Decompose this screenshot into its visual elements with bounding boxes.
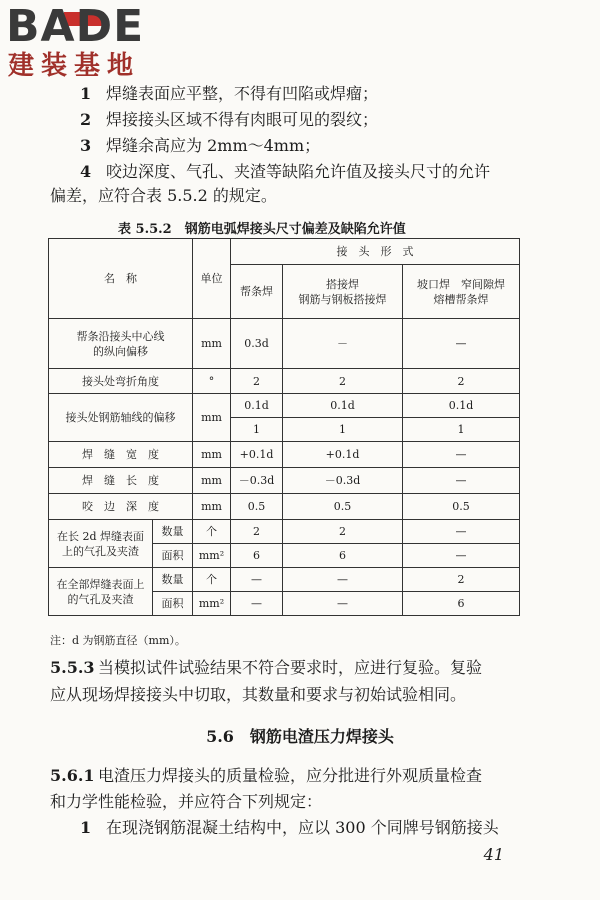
list-item xyxy=(80,82,378,106)
row-name: 帮条沿接头中心线 的纵向偏移 xyxy=(49,319,193,369)
cell: － xyxy=(283,319,403,369)
row-unit: 个 xyxy=(193,520,231,544)
cell: 1 xyxy=(403,418,520,442)
row-name: 咬 边 深 度 xyxy=(49,494,193,520)
row-name: 焊 缝 长 度 xyxy=(49,468,193,494)
row-unit: mm xyxy=(193,468,231,494)
cell: 2 xyxy=(231,369,283,394)
clause-number: 5.5.3 xyxy=(50,658,95,677)
item-number: 4 xyxy=(80,162,92,181)
cell: 1 xyxy=(283,418,403,442)
item-text: 焊缝表面应平整，不得有凹陷或焊瘤； xyxy=(106,84,379,103)
clause-continuation: 应从现场焊接接头中切取，其数量和要求与初始试验相同。 xyxy=(50,685,467,704)
item-text: 在现浇钢筋混凝土结构中，应以 300 个同牌号钢筋接头 xyxy=(106,818,499,837)
cell: －0.3d xyxy=(283,468,403,494)
clause-5-5-3 xyxy=(50,656,482,680)
row-unit: mm² xyxy=(193,592,231,616)
clause-number: 5.6.1 xyxy=(50,766,95,785)
list-item xyxy=(80,108,378,132)
page-number: 41 xyxy=(483,845,504,864)
row-unit: mm xyxy=(193,319,231,369)
row-subname: 面积 xyxy=(153,544,193,568)
clause-text: 当模拟试件试验结果不符合要求时，应进行复验。复验 xyxy=(98,658,483,677)
table-row xyxy=(49,568,520,592)
cell: 0.5 xyxy=(403,494,520,520)
clause-text: 电渣压力焊接头的质量检验，应分批进行外观质量检查 xyxy=(98,766,483,785)
cell: — xyxy=(403,468,520,494)
row-unit: mm xyxy=(193,442,231,468)
cell: 0.5 xyxy=(231,494,283,520)
cell: — xyxy=(403,319,520,369)
section-number: 5.6 xyxy=(206,727,234,746)
row-unit: mm xyxy=(193,494,231,520)
item-number: 3 xyxy=(80,136,92,155)
header-col2: 搭接焊 钢筋与钢板搭接焊 xyxy=(283,265,403,319)
table-row xyxy=(49,442,520,468)
header-col1: 帮条焊 xyxy=(231,265,283,319)
cell: 0.1d xyxy=(283,394,403,418)
table-row xyxy=(49,319,520,369)
item-text: 焊缝余高应为 2mm～4mm； xyxy=(106,136,321,155)
table-title: 表 5.5.2 钢筋电弧焊接头尺寸偏差及缺陷允许值 xyxy=(118,222,406,237)
cell: 2 xyxy=(403,369,520,394)
logo-main-text: BADE xyxy=(6,1,145,52)
cell: 0.1d xyxy=(231,394,283,418)
header-name: 名 称 xyxy=(49,239,193,319)
cell: — xyxy=(231,568,283,592)
header-unit: 单位 xyxy=(193,239,231,319)
row-subname: 面积 xyxy=(153,592,193,616)
cell: 0.3d xyxy=(231,319,283,369)
cell: 2 xyxy=(283,520,403,544)
cell: — xyxy=(403,442,520,468)
table-row xyxy=(49,468,520,494)
clause-continuation: 和力学性能检验，并应符合下列规定： xyxy=(50,792,323,811)
item-text: 焊接接头区域不得有肉眼可见的裂纹； xyxy=(106,110,379,129)
table-row xyxy=(49,394,520,418)
header-joint-form: 接 头 形 式 xyxy=(231,239,520,265)
cell: 6 xyxy=(231,544,283,568)
item-number: 1 xyxy=(80,818,92,837)
row-name: 接头处弯折角度 xyxy=(49,369,193,394)
row-unit: mm xyxy=(193,394,231,442)
cell: +0.1d xyxy=(283,442,403,468)
defect-table xyxy=(48,238,520,616)
item-number: 1 xyxy=(80,84,92,103)
cell: －0.3d xyxy=(231,468,283,494)
cell: +0.1d xyxy=(231,442,283,468)
cell: 2 xyxy=(403,568,520,592)
row-subname: 数量 xyxy=(153,568,193,592)
row-name: 在全部焊缝表面上 的气孔及夹渣 xyxy=(49,568,153,616)
row-name: 焊 缝 宽 度 xyxy=(49,442,193,468)
cell: — xyxy=(283,568,403,592)
logo-sub-text: 建装基地 xyxy=(8,51,141,81)
cell: 0.5 xyxy=(283,494,403,520)
section-title: 钢筋电渣压力焊接头 xyxy=(249,727,394,746)
cell: 2 xyxy=(231,520,283,544)
item-continuation: 偏差，应符合表 5.5.2 的规定。 xyxy=(50,186,277,205)
list-item xyxy=(80,816,499,840)
cell: — xyxy=(283,592,403,616)
row-unit: ° xyxy=(193,369,231,394)
row-unit: 个 xyxy=(193,568,231,592)
cell: 6 xyxy=(403,592,520,616)
cell: — xyxy=(231,592,283,616)
table-note: 注：d 为钢筋直径（mm）。 xyxy=(50,634,186,647)
table-row xyxy=(49,369,520,394)
list-item xyxy=(80,134,320,158)
row-unit: mm² xyxy=(193,544,231,568)
table-row xyxy=(49,520,520,544)
cell: 6 xyxy=(283,544,403,568)
row-name: 在长 2d 焊缝表面 上的气孔及夹渣 xyxy=(49,520,153,568)
cell: 0.1d xyxy=(403,394,520,418)
list-item xyxy=(80,160,490,184)
row-name: 接头处钢筋轴线的偏移 xyxy=(49,394,193,442)
item-text: 咬边深度、气孔、夹渣等缺陷允许值及接头尺寸的允许 xyxy=(106,162,491,181)
cell: — xyxy=(403,544,520,568)
clause-5-6-1 xyxy=(50,764,482,788)
cell: 1 xyxy=(231,418,283,442)
header-col3: 坡口焊 窄间隙焊 熔槽帮条焊 xyxy=(403,265,520,319)
cell: — xyxy=(403,520,520,544)
table-row xyxy=(49,494,520,520)
item-number: 2 xyxy=(80,110,92,129)
row-subname: 数量 xyxy=(153,520,193,544)
section-heading xyxy=(0,724,600,747)
cell: 2 xyxy=(283,369,403,394)
